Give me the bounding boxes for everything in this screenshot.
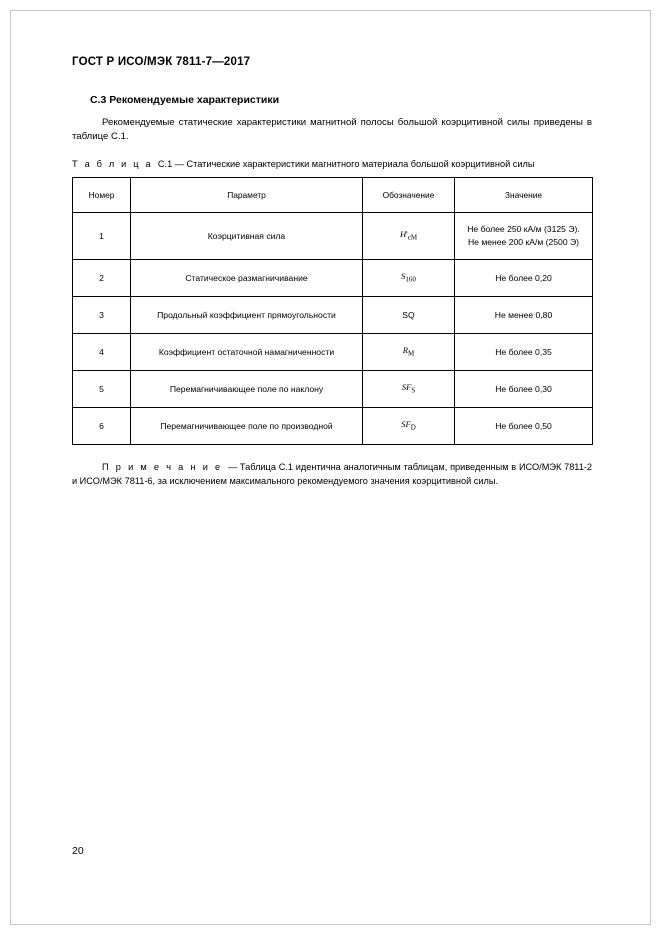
table-caption <box>72 159 592 169</box>
table-head <box>73 177 593 212</box>
cell-number: 4 <box>73 333 131 370</box>
table-caption-label: Т а б л и ц а <box>72 158 153 169</box>
cell-value: Не менее 0,80 <box>455 296 593 333</box>
cell-parameter: Перемагничивающее поле по производной <box>131 407 363 444</box>
document-header: ГОСТ Р ИСО/МЭК 7811-7—2017 <box>72 56 251 68</box>
cell-parameter: Коэффициент остаточной намагниченности <box>131 333 363 370</box>
specifications-table <box>72 177 593 445</box>
symbol-main: SF <box>401 382 412 393</box>
cell-value: Не более 0,50 <box>455 407 593 444</box>
symbol-subscript: 160 <box>405 276 416 285</box>
symbol-main: SF <box>401 419 411 430</box>
symbol-main: R <box>402 345 408 356</box>
table-row <box>73 407 593 444</box>
cell-parameter: Продольный коэффициент прямоугольности <box>131 296 363 333</box>
cell-number: 5 <box>73 370 131 407</box>
table-row <box>73 296 593 333</box>
symbol-subscript: cM <box>407 234 418 243</box>
intro-paragraph <box>72 116 592 145</box>
note-label: П р и м е ч а н и е <box>102 461 223 472</box>
cell-designation: SQ <box>363 296 455 333</box>
symbol-prime: ' <box>406 229 408 240</box>
cell-value: Не более 0,20 <box>455 259 593 296</box>
column-header-value: Значение <box>455 177 593 212</box>
cell-value-line1: Не более 250 кА/м (3125 Э). <box>467 224 580 235</box>
cell-designation <box>363 259 455 296</box>
table-row <box>73 212 593 259</box>
cell-number: 1 <box>73 212 131 259</box>
cell-number: 3 <box>73 296 131 333</box>
cell-number: 6 <box>73 407 131 444</box>
symbol-subscript: D <box>410 424 416 433</box>
note-text: — Таблица С.1 идентична аналогичным таблицам, приведенным в ИСО/МЭК 7811-2 и ИСО/МЭК 7811-6, за исключением максимального рекомендуемого значения коэрцитивной силы. <box>72 461 593 486</box>
table-row <box>73 259 593 296</box>
cell-designation <box>363 370 455 407</box>
section-title: С.3 Рекомендуемые характеристики <box>90 94 280 106</box>
symbol-subscript: S <box>411 387 416 396</box>
table-row <box>73 333 593 370</box>
intro-paragraph-text: Рекомендуемые статические характеристики магнитной полосы большой коэрцитивной силы приведены в таблице С.1. <box>72 117 592 143</box>
table-note <box>72 461 592 489</box>
column-header-number: Номер <box>73 177 131 212</box>
cell-value: Не более 0,30 <box>455 370 593 407</box>
cell-designation <box>363 212 455 259</box>
table-header-row <box>73 177 593 212</box>
cell-designation <box>363 333 455 370</box>
cell-parameter: Статическое размагничивание <box>131 259 363 296</box>
cell-number: 2 <box>73 259 131 296</box>
table-body <box>73 212 593 444</box>
cell-parameter: Коэрцитивная сила <box>131 212 363 259</box>
symbol-main: H <box>399 229 407 240</box>
cell-parameter: Перемагничивающее поле по наклону <box>131 370 363 407</box>
column-header-designation: Обозначение <box>363 177 455 212</box>
cell-value-line2: Не менее 200 кА/м (2500 Э) <box>467 236 580 247</box>
cell-designation <box>363 407 455 444</box>
column-header-parameter: Параметр <box>131 177 363 212</box>
page-content <box>72 56 592 488</box>
page-number: 20 <box>72 845 84 857</box>
symbol-subscript: M <box>408 350 415 359</box>
symbol-main: S <box>401 271 406 282</box>
cell-value <box>455 212 593 259</box>
cell-value: Не более 0,35 <box>455 333 593 370</box>
table-caption-rest: С.1 — Статические характеристики магнитного материала большой коэрцитивной силы <box>157 158 535 169</box>
table-row <box>73 370 593 407</box>
